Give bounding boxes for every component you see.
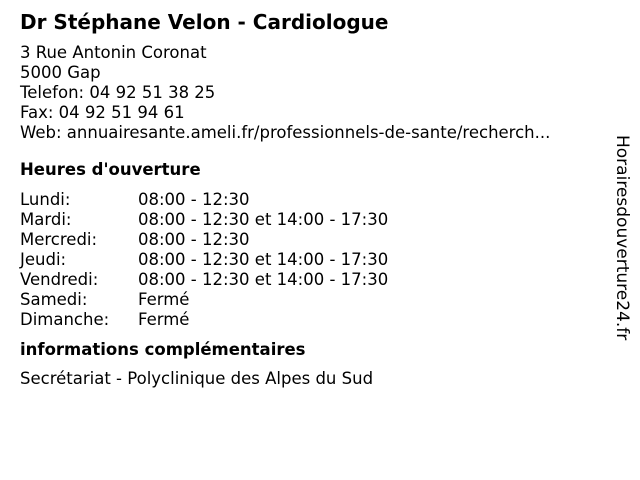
phone-label: Telefon: — [20, 83, 85, 102]
hours-time-thursday: 08:00 - 12:30 et 14:00 - 17:30 — [138, 250, 389, 269]
address-city: 5000 Gap — [20, 63, 101, 82]
hours-day-saturday: Samedi: — [20, 290, 88, 309]
address-street: 3 Rue Antonin Coronat — [20, 43, 207, 62]
hours-time-saturday: Fermé — [138, 290, 190, 309]
hours-time-monday: 08:00 - 12:30 — [138, 190, 250, 209]
fax-value: 04 92 51 94 61 — [58, 103, 185, 122]
hours-day-thursday: Jeudi: — [20, 250, 67, 269]
fax-row — [20, 103, 600, 123]
hours-time-wednesday: 08:00 - 12:30 — [138, 230, 250, 249]
hours-time-tuesday: 08:00 - 12:30 et 14:00 - 17:30 — [138, 210, 389, 229]
hours-time-friday: 08:00 - 12:30 et 14:00 - 17:30 — [138, 270, 389, 289]
page-title: Dr Stéphane Velon - Cardiologue — [20, 10, 389, 34]
info-text: Secrétariat - Polyclinique des Alpes du Sud — [20, 369, 374, 388]
hours-day-wednesday: Mercredi: — [20, 230, 98, 249]
listing-card — [20, 8, 600, 389]
hours-day-monday: Lundi: — [20, 190, 71, 209]
web-label: Web: — [20, 123, 62, 142]
hours-time-sunday: Fermé — [138, 310, 190, 329]
web-row — [20, 123, 600, 143]
hours-day-sunday: Dimanche: — [20, 310, 110, 329]
phone-row — [20, 83, 600, 103]
hours-table — [20, 190, 600, 330]
phone-link[interactable]: 04 92 51 38 25 — [89, 83, 216, 102]
web-link[interactable]: annuairesante.ameli.fr/professionnels-de-sante/recherch... — [66, 123, 551, 142]
hours-day-friday: Vendredi: — [20, 270, 99, 289]
brand-watermark — [610, 135, 634, 375]
info-heading: informations complémentaires — [20, 340, 306, 359]
hours-day-tuesday: Mardi: — [20, 210, 72, 229]
brand-text: Horairesdouverture24.fr — [612, 135, 632, 341]
fax-label: Fax: — [20, 103, 54, 122]
hours-heading: Heures d'ouverture — [20, 160, 201, 179]
